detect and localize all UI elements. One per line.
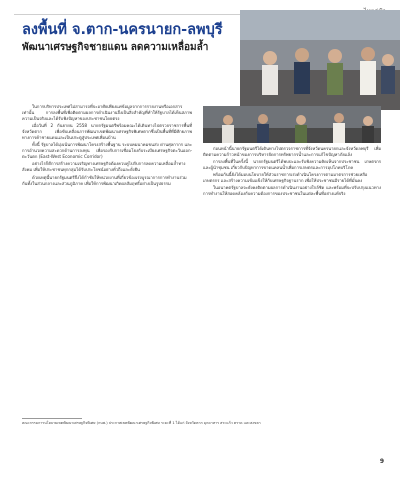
right-paragraph: พร้อมกันนี้ยังได้มอบนโยบายให้ส่วนราชการเร่งดำเนินโครงการตามมาตรการช่วยเหลือเกษตรกร และสร้างความเข้มแข็งให้กับเศรษฐกิจฐานราก เพื่อให้ประชาชนมีรายได้ที่มั่นคง [203, 172, 368, 184]
inline-photo [203, 106, 381, 143]
footnote: คณะกรรมการนโยบายเขตพัฒนาเศรษฐกิจพิเศษ (กนพ.) ประกาศเขตพัฒนาเศรษฐกิจพิเศษ ระยะที่ 1 ได้แก่ จังหวัดตาก มุกดาหาร สระแก้ว ตราด และสงขลา [22, 421, 261, 425]
right-paragraph: ในอนาคตรัฐบาลจะยังคงติดตามผลการดำเนินงานอย่างใกล้ชิด และพร้อมที่จะปรับปรุงแนวทางการทำงานให้สอดคล้องกับความต้องการของประชาชนในแต่ละพื้นที่อย่างแท้จริง [203, 185, 381, 197]
left-paragraph: ในการบริหารประเทศไม่สามารถที่จะอาศัยเพียงแค่ข้อมูลจากการรายงานหรือเอกสารเท่านั้น การลงพื้นที่เพื่อติดตามผลการดำเนินงานจึงเป็นสิ่งสำคัญที่ทำให้รัฐบาลได้เห็นสภาพความเป็นจริงและได้รับฟังปัญหาของประชาชนโดยตรง [22, 104, 192, 122]
right-paragraph: ก่อนหน้านี้นายกรัฐมนตรีได้เดินทางไปตรวจราชการที่จังหวัดนครนายกและจังหวัดลพบุรี เพื่อติดตามความก้าวหน้าของการบริหารจัดการทรัพยากรน้ำและการแก้ไขปัญหาภัยแล้ง [203, 146, 381, 158]
footnote-rule [22, 418, 82, 419]
column-left [22, 104, 192, 188]
left-paragraph: ทั้งนี้ รัฐบาลได้มุ่งเน้นการพัฒนาโครงสร้างพื้นฐาน ระบบคมนาคมขนส่ง ด่านศุลกากร และการอำนวยความสะดวกด้านการลงทุน เพื่อรองรับการเชื่อมโยงกับระเบียงเศรษฐกิจตะวันออก-ตะวันตก (East-West Economic Corridor) [22, 142, 192, 160]
article-subtitle: พัฒนาเศรษฐกิจชายแดน ลดความเหลื่อมล้ำ [22, 42, 209, 53]
hero-photo [240, 10, 400, 110]
left-paragraph: อย่างไรก็ดีการสร้างความเจริญทางเศรษฐกิจต้องควบคู่ไปกับการลดความเหลื่อมล้ำทางสังคม เพื่อให้ประชาชนทุกกลุ่มได้รับประโยชน์อย่างทั่วถึงและยั่งยืน [22, 161, 186, 173]
article-title: ลงพื้นที่ จ.ตาก-นครนายก-ลพบุรี [22, 22, 223, 38]
page-number: 9 [379, 458, 384, 465]
column-right [203, 146, 381, 198]
left-paragraph: เมื่อวันที่ 2 กันยายน 2558 นายกรัฐมนตรีพร้อมคณะได้เดินทางไปตรวจราชการพื้นที่จังหวัดตาก เพื่อขับเคลื่อนการพัฒนาเขตพัฒนาเศรษฐกิจพิเศษตากซึ่งเป็นพื้นที่ที่มีศักยภาพทางการค้าชายแดนและเป็นประตูสู่ประเทศเพื่อนบ้าน [22, 123, 192, 141]
right-paragraph: การลงพื้นที่ในครั้งนี้ นายกรัฐมนตรีได้พบปะและรับฟังความคิดเห็นจากประชาชน เกษตรกร และผู้นำชุมชน เกี่ยวกับปัญหาการขาดแคลนน้ำเพื่อการเกษตรและการอุปโภคบริโภค [203, 159, 381, 171]
left-paragraph: ด้วยเหตุนี้นายกรัฐมนตรีจึงได้กำชับให้หน่วยงานที่เกี่ยวข้องเร่งบูรณาการการทำงานร่วมกันทั้งในส่วนกลางและส่วนภูมิภาค เพื่อให้การพัฒนาเกิดผลสัมฤทธิ์อย่างเป็นรูปธรรม [22, 174, 187, 186]
